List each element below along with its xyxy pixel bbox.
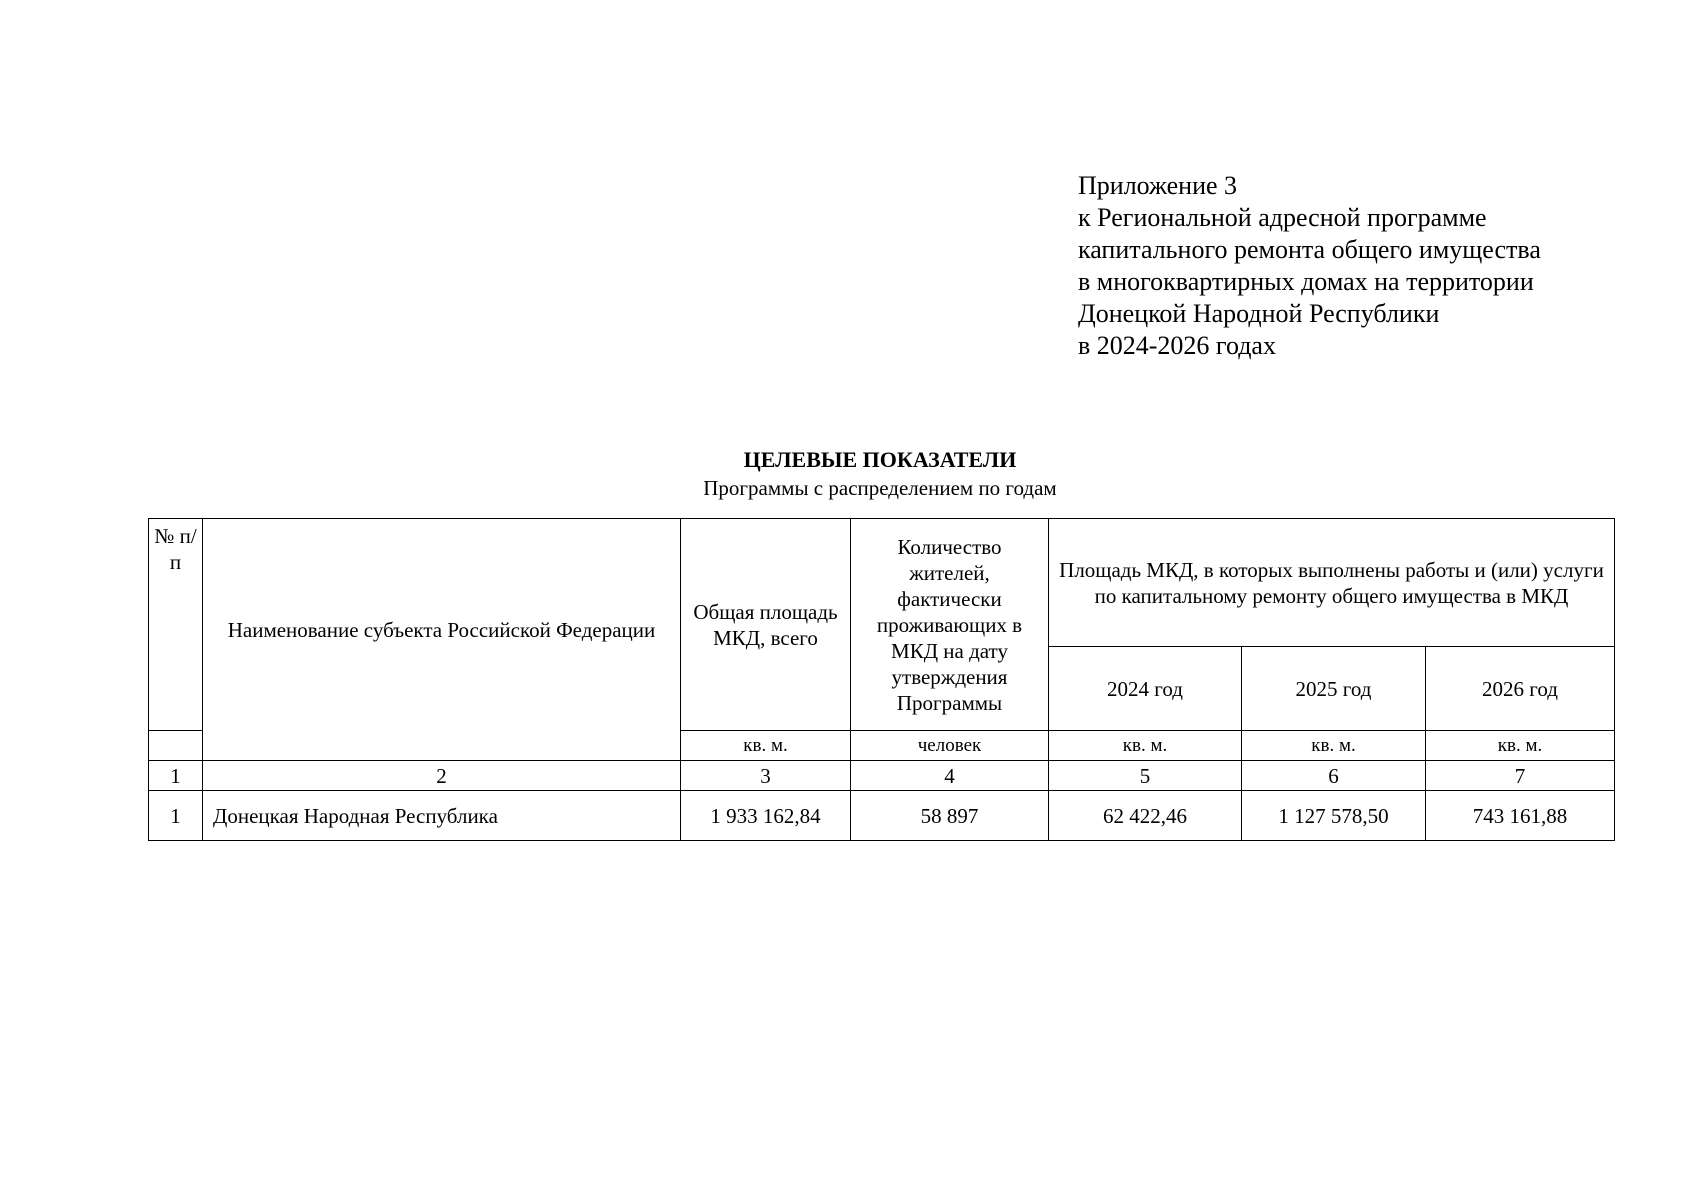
residents-value: 58 897 bbox=[851, 791, 1049, 841]
header-year-2026: 2026 год bbox=[1426, 647, 1615, 731]
unit-cell: человек bbox=[851, 731, 1049, 761]
column-number: 2 bbox=[203, 761, 681, 791]
table-row bbox=[149, 791, 1615, 841]
header-total-area: Общая площадь МКД, всего bbox=[681, 519, 851, 731]
row-number: 1 bbox=[149, 791, 203, 841]
appendix-line: в многоквартирных домах на территории bbox=[1078, 267, 1534, 296]
header-repaired-area-group: Площадь МКД, в которых выполнены работы и (или) услуги по капитальному ремонту общего имущества в МКД bbox=[1049, 519, 1615, 647]
header-residents: Количество жителей, фактически проживающих в МКД на дату утверждения Программы bbox=[851, 519, 1049, 731]
header-subject-name: Наименование субъекта Российской Федерации bbox=[203, 519, 681, 761]
column-number: 3 bbox=[681, 761, 851, 791]
appendix-line: капитального ремонта общего имущества bbox=[1078, 235, 1541, 264]
appendix-line: в 2024-2026 годах bbox=[1078, 331, 1276, 360]
unit-cell: кв. м. bbox=[1426, 731, 1615, 761]
header-number: № п/п bbox=[149, 519, 203, 731]
column-number: 7 bbox=[1426, 761, 1615, 791]
header-year-2024: 2024 год bbox=[1049, 647, 1242, 731]
unit-cell: кв. м. bbox=[1049, 731, 1242, 761]
appendix-line: Донецкой Народной Республики bbox=[1078, 299, 1440, 328]
document-subtitle: Программы с распределением по годам bbox=[703, 476, 1057, 500]
total-area-value: 1 933 162,84 bbox=[681, 791, 851, 841]
appendix-line: к Региональной адресной программе bbox=[1078, 203, 1487, 232]
column-number: 1 bbox=[149, 761, 203, 791]
document-title: ЦЕЛЕВЫЕ ПОКАЗАТЕЛИ bbox=[743, 447, 1017, 472]
unit-cell: кв. м. bbox=[681, 731, 851, 761]
area-2025-value: 1 127 578,50 bbox=[1242, 791, 1426, 841]
appendix-line: Приложение 3 bbox=[1078, 171, 1238, 200]
column-number: 4 bbox=[851, 761, 1049, 791]
column-number: 6 bbox=[1242, 761, 1426, 791]
area-2026-value: 743 161,88 bbox=[1426, 791, 1615, 841]
appendix-block bbox=[1078, 170, 1638, 362]
area-2024-value: 62 422,46 bbox=[1049, 791, 1242, 841]
subject-name: Донецкая Народная Республика bbox=[203, 791, 681, 841]
header-year-2025: 2025 год bbox=[1242, 647, 1426, 731]
unit-cell: кв. м. bbox=[1242, 731, 1426, 761]
column-number: 5 bbox=[1049, 761, 1242, 791]
indicators-table bbox=[148, 518, 1615, 841]
unit-cell-empty bbox=[149, 731, 203, 761]
